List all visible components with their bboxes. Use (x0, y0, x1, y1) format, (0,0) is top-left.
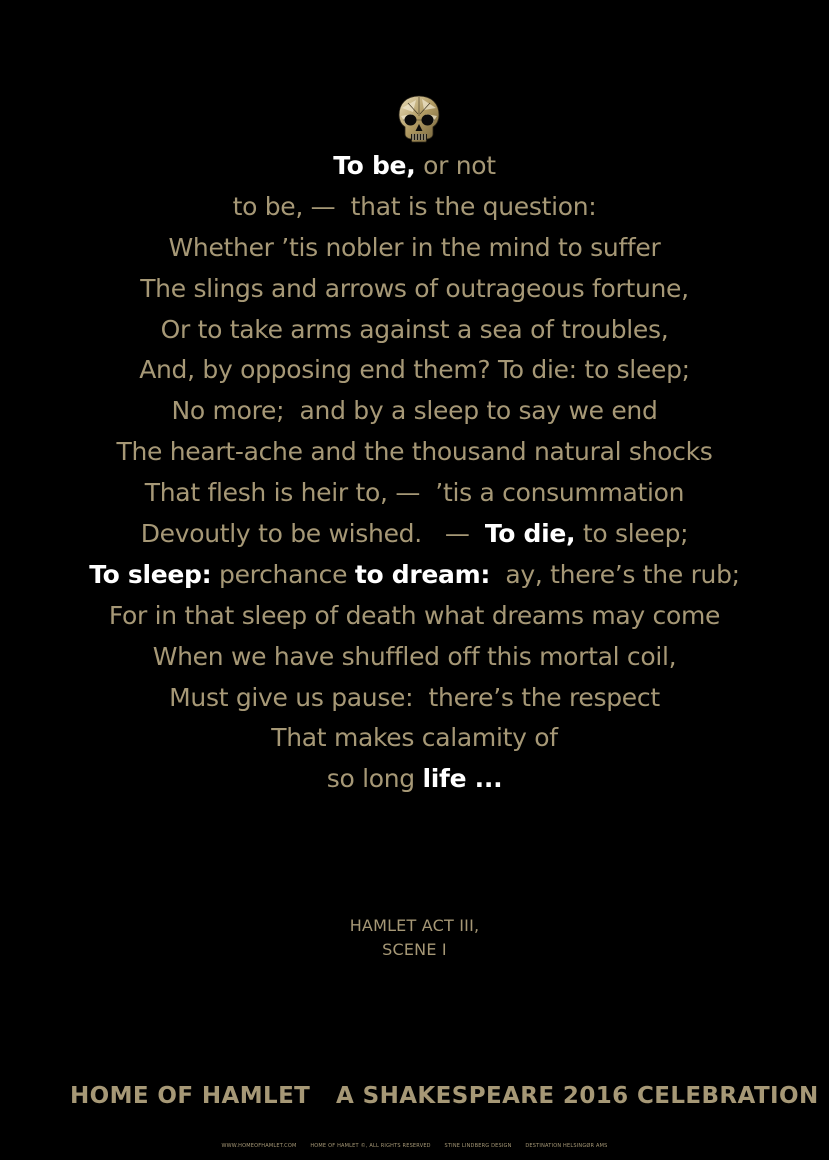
footer-brand: HOME OF HAMLET (70, 1083, 311, 1109)
poem-text: Devoutly to be wished. — (140, 519, 485, 549)
poem-line-13: When we have shuffled off this mortal coil, (152, 641, 677, 671)
credits-design: STINE LINDBERG DESIGN (444, 1143, 512, 1149)
poem-text: so long (326, 764, 423, 794)
poem-line-10 (0, 514, 829, 555)
emphasis-text: To sleep: (89, 559, 212, 589)
poem-text: perchance (211, 559, 355, 589)
poem-text: or not (415, 151, 496, 180)
emphasis-text: life ... (422, 764, 503, 794)
poem-line-16 (0, 759, 829, 800)
skull-icon (396, 94, 442, 144)
poem-line-4: The slings and arrows of outrageous fortune, (140, 273, 689, 303)
poem-line-7: No more; and by a sleep to say we end (171, 396, 658, 426)
credits-rights: HOME OF HAMLET ©, ALL RIGHTS RESERVED (310, 1143, 431, 1149)
poem-text: ay, there’s the rub; (490, 559, 740, 589)
source-act: HAMLET ACT III, (349, 916, 480, 935)
credits-line (0, 1141, 829, 1151)
poem-line-2: to be, — that is the question: (232, 191, 597, 221)
poem-line-1 (0, 146, 829, 187)
poem-line-14: Must give us pause: there’s the respect (169, 682, 660, 712)
emphasis-text: to dream: (354, 559, 491, 589)
soliloquy (0, 146, 829, 800)
poem-line-15: That makes calamity of (271, 723, 558, 753)
poem-line-3: Whether ’tis nobler in the mind to suffer (168, 232, 661, 262)
poem-text: to sleep; (575, 519, 689, 549)
poem-line-11 (0, 555, 829, 596)
poem-line-5: Or to take arms against a sea of troubles, (160, 314, 669, 344)
poem-line-12: For in that sleep of death what dreams may come (108, 600, 721, 630)
poem-line-8: The heart-ache and the thousand natural shocks (116, 437, 713, 467)
emphasis-text: To be, (333, 151, 416, 180)
emphasis-text: To die, (484, 519, 576, 549)
poem-line-9: That flesh is heir to, — ’tis a consummation (144, 478, 685, 508)
poem-line-6: And, by opposing end them? To die: to sleep; (139, 355, 690, 385)
source-citation (0, 914, 829, 962)
source-scene: SCENE I (382, 940, 447, 959)
credits-url: WWW.HOMEOFHAMLET.COM (221, 1143, 297, 1149)
credits-destination: DESTINATION HELSINGØR AMS (525, 1143, 608, 1149)
footer-tagline: A SHAKESPEARE 2016 CELEBRATION (336, 1083, 819, 1109)
